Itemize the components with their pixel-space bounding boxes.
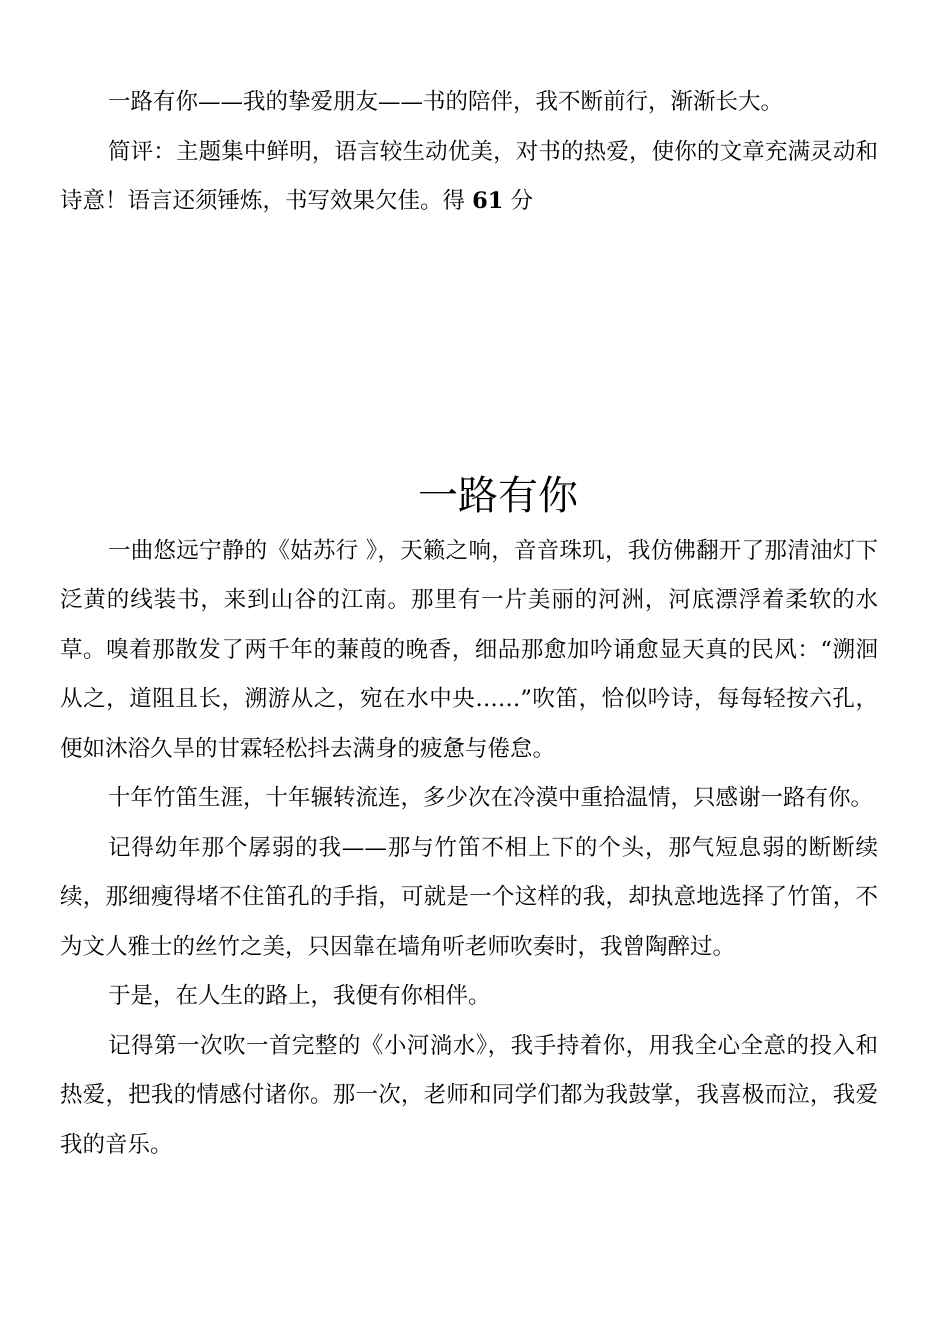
closing-line: 一路有你——我的挚爱朋友——书的陪伴，我不断前行，渐渐长大。	[108, 89, 784, 115]
essay-paragraph: 记得幼年那个孱弱的我——那与竹笛不相上下的个头，那气短息弱的断断续续，那细瘦得堵不住笛孔的手指，可就是一个这样的我，却执意地选择了竹笛，不为文人雅士的丝竹之美，只因靠在墙角听老师吹奏时，我曾陶醉过。	[60, 834, 878, 960]
score-unit: 分	[503, 188, 534, 214]
essay-title: 一路有你	[418, 472, 578, 519]
previous-essay-ending	[60, 0, 878, 227]
essay-body	[60, 527, 878, 1171]
score-value: 61	[472, 188, 504, 214]
essay-paragraph: 于是，在人生的路上，我便有你相伴。	[108, 983, 491, 1009]
comment-text: 简评：主题集中鲜明，语言较生动优美，对书的热爱，使你的文章充满灵动和诗意！语言还须锤炼，书写效果欠佳。得	[60, 138, 878, 214]
essay-paragraph: 记得第一次吹一首完整的《小河淌水》，我手持着你，用我全心全意的投入和热爱，把我的情感付诸你。那一次，老师和同学们都为我鼓掌，我喜极而泣，我爱我的音乐。	[60, 1032, 878, 1158]
essay-paragraph: 十年竹笛生涯，十年辗转流连，多少次在冷漠中重拾温情，只感谢一路有你。	[108, 785, 874, 811]
teacher-comment	[60, 128, 878, 227]
essay-paragraph: 一曲悠远宁静的《姑苏行 》，天籁之响，音音珠玑，我仿佛翻开了那清油灯下泛黄的线装书，来到山谷的江南。那里有一片美丽的河洲，河底漂浮着柔软的水草。嗅着那散发了两千年的蒹葭的晚香，细品那愈加吟诵愈显天真的民风：“溯洄从之，道阻且长，溯游从之，宛在水中央……”吹笛，恰似吟诗，每每轻按六孔，便如沐浴久旱的甘霖轻松抖去满身的疲惫与倦怠。	[60, 537, 878, 762]
